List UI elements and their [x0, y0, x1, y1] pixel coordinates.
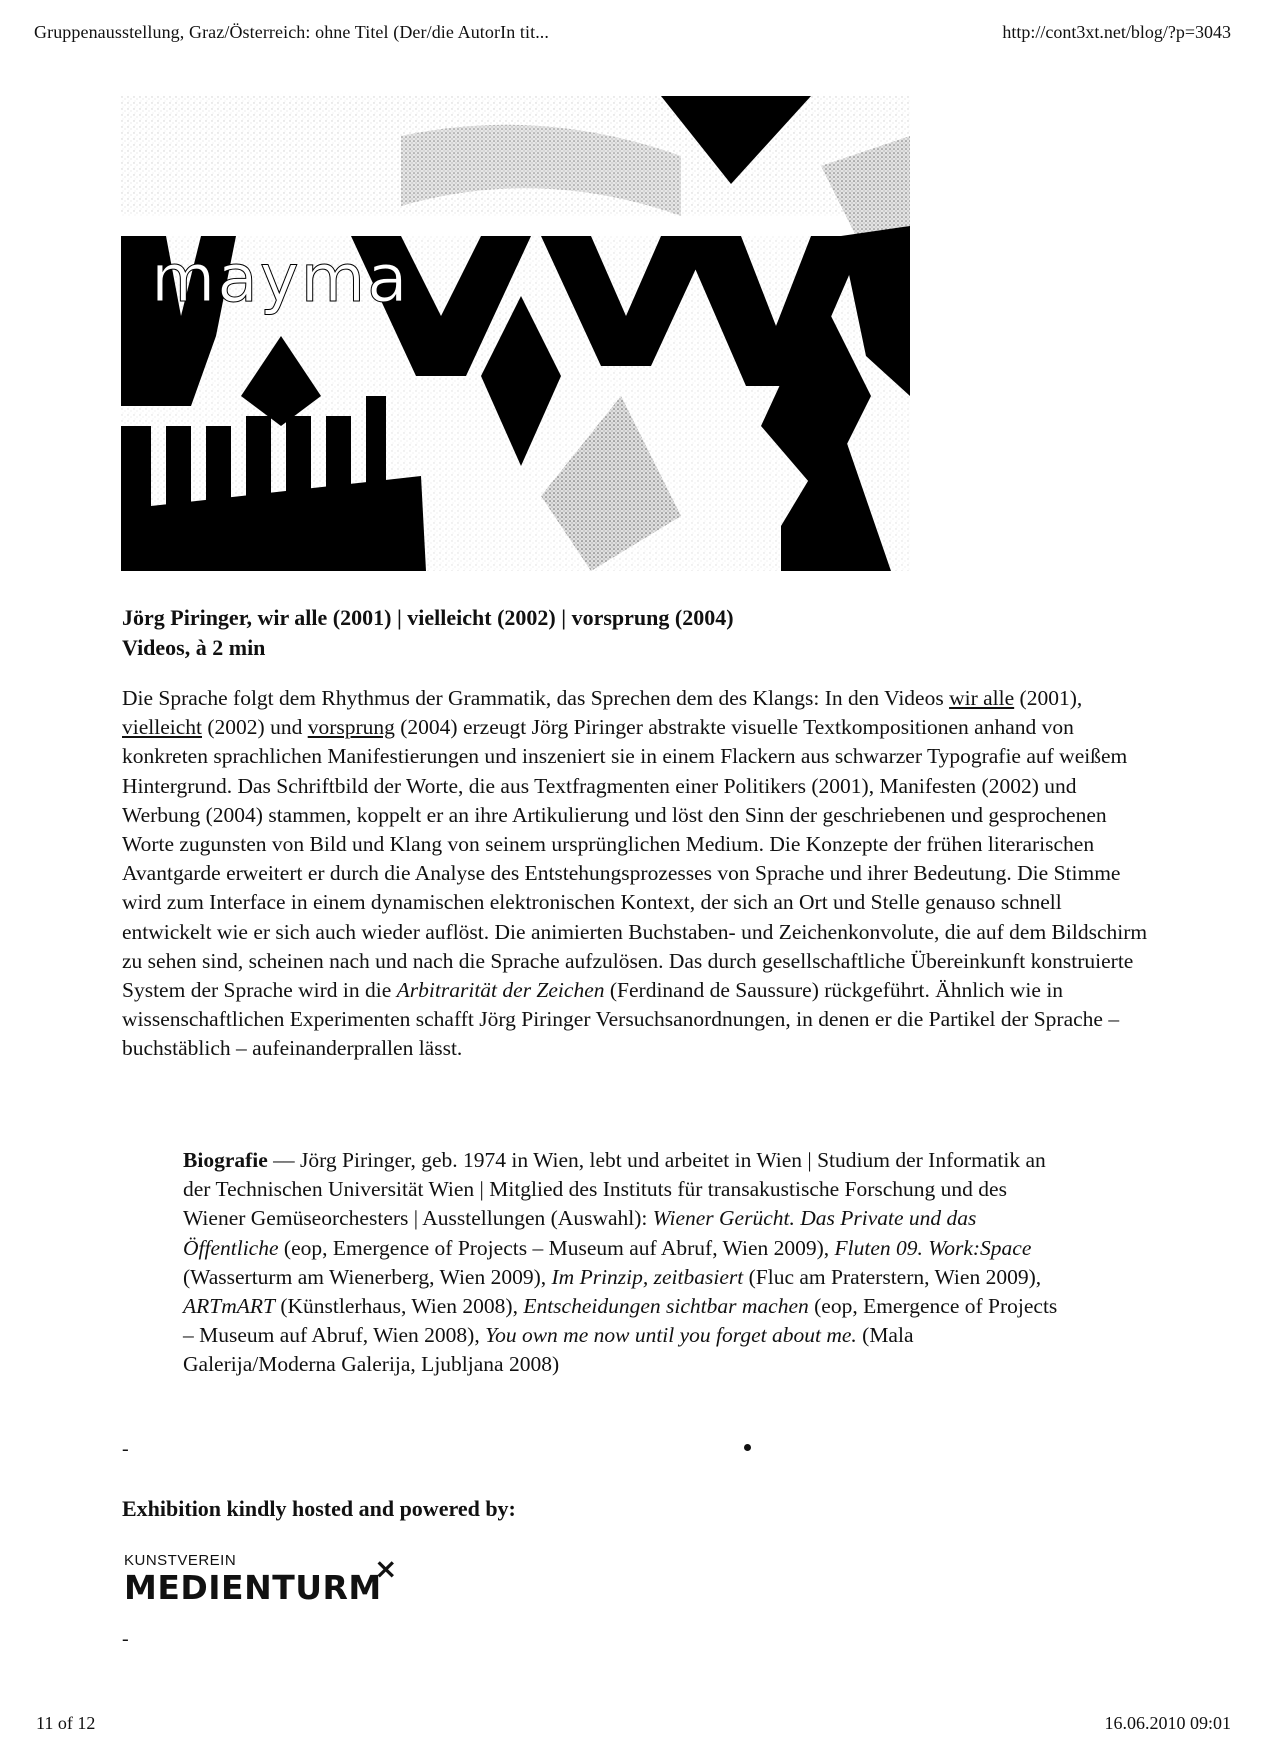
body-text-3: (2002) und	[202, 715, 308, 740]
bio-text-4: (Fluc am Praterstern, Wien 2009),	[743, 1264, 1042, 1289]
bio-text-1: –– Jörg Piringer, geb. 1974 in Wien, lebt und arbeitet in Wien | Studium der Informatik an der Technischen Universität Wien | Mitglied des Instituts für transakustische Forschung und des Wiener Gemüseorchesters | Ausstellungen (Auswahl):	[183, 1148, 1046, 1231]
body-emphasis-arbitraritaet: Arbitrarität der Zeichen	[396, 978, 605, 1003]
medienturm-logo[interactable]	[124, 1552, 414, 1612]
link-vorsprung[interactable]: vorsprung	[307, 715, 395, 740]
body-text-4: (2004) erzeugt Jörg Piringer abstrakte visuelle Textkompositionen anhand von konkreten sprachlichen Manifestierungen und inszeniert sie in einem Flackern aus schwarzer Typografie auf weißem Hintergrund. Das Schriftbild der Worte, die aus Textfragmenten einer Politikers (2001), Manifesten (2002) und Werbung (2004) stammen, koppelt er an ihre Artikulierung und löst den Sinn der geschriebenen und gesprochenen Worte zugunsten von Bild und Klang von seinem ursprünglichen Medium. Die Konzepte der frühen literarischen Avantgarde erweitert er durch die Analyse des Entstehungsprozesses von Sprache und ihrer Bedeutung. Die Stimme wird zum Interface in einem dynamischen elektronischen Kontext, der sich an Ort und Stelle genauso schnell entwickelt wie er sich auch wieder auflöst. Die animierten Buchstaben- und Zeichenkonvolute, die auf dem Bildschirm zu sehen sind, scheinen nach und nach die Sprache aufzulösen. Das durch gesellschaftliche Übereinkunft konstruierte System der Sprache wird in die	[122, 715, 1148, 1003]
bio-exhibition-6: You own me now until you forget about me.	[485, 1323, 857, 1348]
separator-dash: -	[122, 1438, 129, 1460]
hosted-by-heading: Exhibition kindly hosted and powered by:	[122, 1496, 516, 1521]
bio-label: Biografie	[183, 1148, 268, 1172]
body-text-1: Die Sprache folgt dem Rhythmus der Grammatik, das Sprechen dem des Klangs: In den Videos	[122, 686, 950, 710]
bio-text-5: (Künstlerhaus, Wien 2008),	[274, 1294, 524, 1319]
work-title-line2: Videos, à 2 min	[122, 635, 266, 660]
logo-small-text: KUNSTVEREIN	[124, 1552, 237, 1569]
hero-overlay-text: mayma	[151, 240, 410, 317]
page-title-header: Gruppenausstellung, Graz/Österreich: ohne Titel (Der/die AutorIn tit...	[34, 22, 549, 42]
bio-text-2: (eop, Emergence of Projects – Museum auf Abruf, Wien 2009),	[278, 1235, 835, 1260]
bio-exhibition-4: ARTmART	[183, 1294, 275, 1319]
work-title-line1: Jörg Piringer, wir alle (2001) | vielleicht (2002) | vorsprung (2004)	[122, 605, 734, 630]
video-still-image	[121, 96, 910, 571]
link-vielleicht[interactable]: vielleicht	[122, 715, 202, 740]
link-wir-alle[interactable]: wir alle	[949, 686, 1015, 710]
biography-paragraph	[183, 1146, 1063, 1380]
page-url: http://cont3xt.net/blog/?p=3043	[1002, 22, 1231, 42]
description-paragraph	[122, 684, 1152, 1064]
print-datetime: 16.06.2010 09:01	[1104, 1713, 1231, 1733]
page-number: 11 of 12	[36, 1713, 96, 1733]
bio-exhibition-5: Entscheidungen sichtbar machen	[523, 1294, 809, 1319]
body-text-2: (2001),	[1014, 686, 1083, 710]
separator-dash-2: -	[122, 1628, 129, 1650]
bio-text-6: (eop, Emergence of Projects – Museum auf Abruf, Wien 2008),	[183, 1294, 1058, 1348]
work-title	[122, 603, 734, 663]
body-text-5: (Ferdinand de Saussure) rückgeführt. Ähnlich wie in wissenschaftlichen Experimenten schafft Jörg Piringer Versuchsanordnungen, in denen er die Partikel der Sprache – buchstäblich – aufeinanderprallen lässt.	[122, 978, 1120, 1061]
bio-exhibition-2: Fluten 09. Work:Space	[834, 1235, 1032, 1260]
bio-exhibition-1: Wiener Gerücht. Das Private und das Öffentliche	[183, 1206, 977, 1260]
bio-text-3: (Wasserturm am Wienerberg, Wien 2009),	[183, 1264, 552, 1289]
bio-text-7: (Mala Galerija/Moderna Galerija, Ljubljana 2008)	[183, 1323, 914, 1377]
logo-x-mark: ×	[374, 1552, 398, 1585]
bullet-dot	[744, 1444, 751, 1451]
logo-big-text: MEDIENTURM	[124, 1568, 382, 1607]
bio-exhibition-3: Im Prinzip, zeitbasiert	[551, 1264, 744, 1289]
